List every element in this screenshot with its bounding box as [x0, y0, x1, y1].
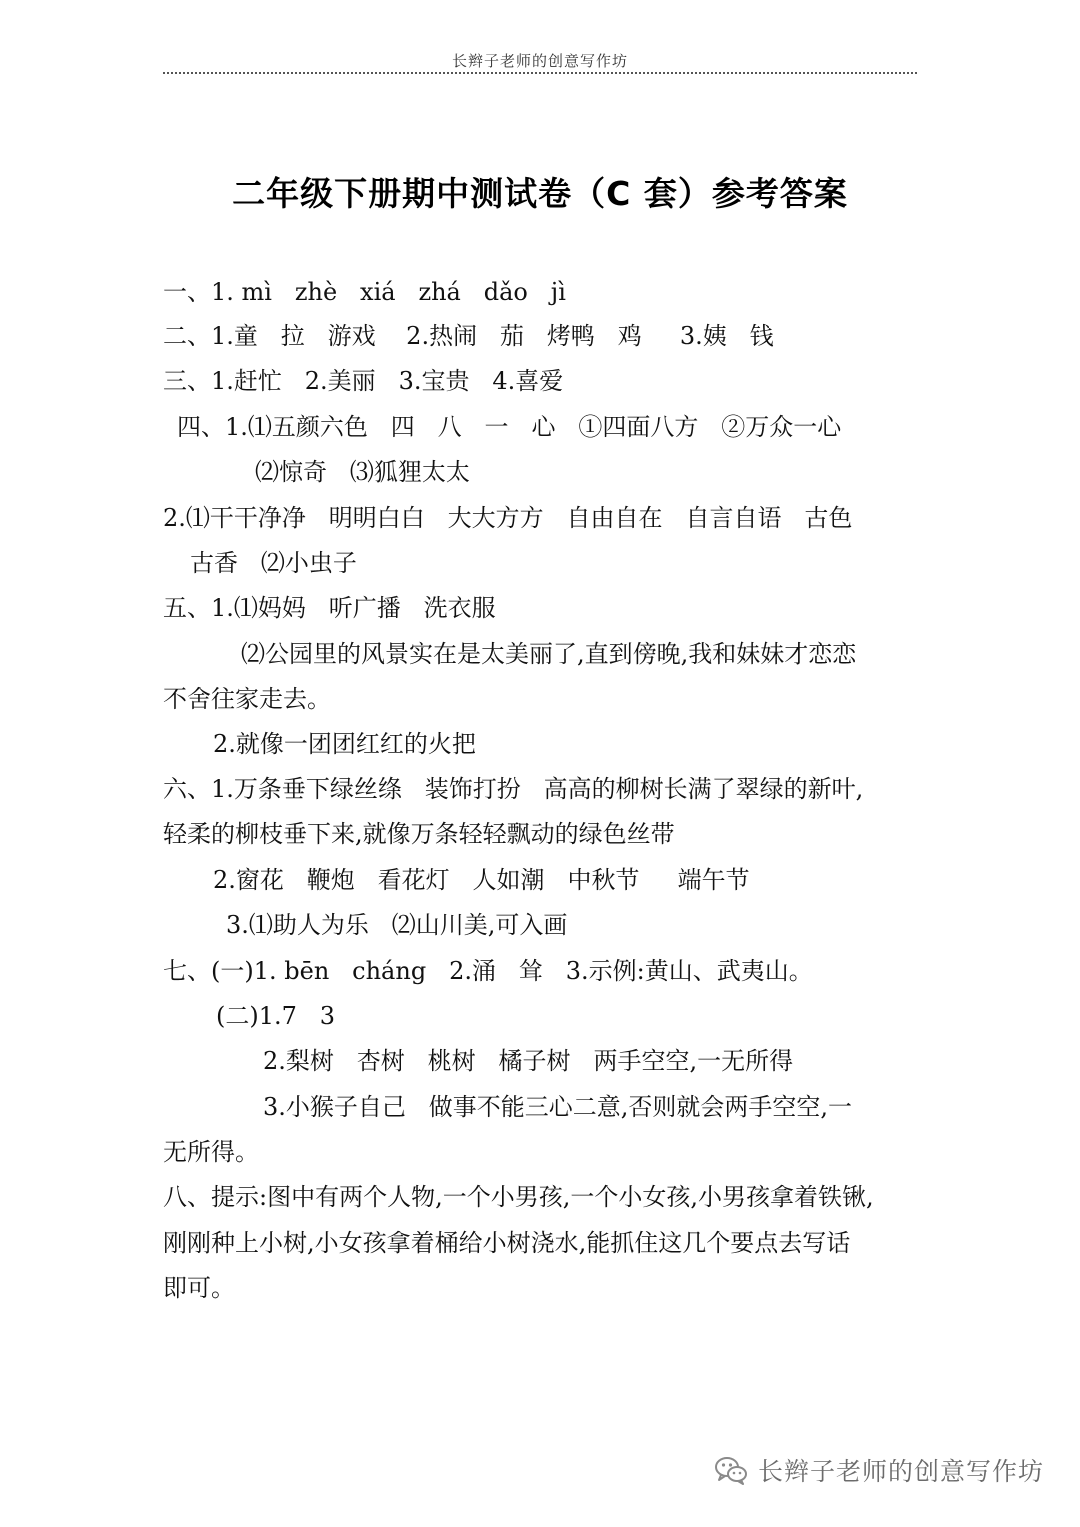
answer-line: 轻柔的柳枝垂下来,就像万条轻轻飘动的绿色丝带	[163, 820, 675, 848]
answer-line: (二)1.7 3	[216, 1002, 336, 1030]
answer-line: 不舍往家走去。	[163, 685, 331, 713]
answer-line: 3.⑴助人为乐 ⑵山川美,可入画	[226, 911, 568, 939]
answer-line: 一、1. mì zhè xiá zhá dǎo jì	[163, 278, 566, 306]
answer-line: 三、1.赶忙 2.美丽 3.宝贵 4.喜爱	[163, 367, 564, 395]
wechat-icon	[714, 1455, 748, 1485]
answer-line: ⑵惊奇 ⑶狐狸太太	[255, 458, 470, 486]
answer-line: 八、提示:图中有两个人物,一个小男孩,一个小女孩,小男孩拿着铁锹,	[163, 1183, 874, 1211]
answer-line: 2.窗花 鞭炮 看花灯 人如潮 中秋节 端午节	[213, 866, 750, 894]
answer-line: 无所得。	[163, 1138, 259, 1166]
answer-line: 2.⑴干干净净 明明白白 大大方方 自由自在 自言自语 古色	[163, 504, 853, 532]
answer-line: 六、1.万条垂下绿丝绦 装饰打扮 高高的柳树长满了翠绿的新叶,	[163, 775, 864, 803]
answer-line: 刚刚种上小树,小女孩拿着桶给小树浇水,能抓住这几个要点去写话	[163, 1229, 851, 1257]
answer-line: 古香 ⑵小虫子	[190, 549, 357, 577]
header-divider	[163, 72, 917, 74]
answer-line: 3.小猴子自己 做事不能三心二意,否则就会两手空空,一	[263, 1093, 853, 1121]
answer-line: 四、1.⑴五颜六色 四 八 一 心 ①四面八方 ②万众一心	[177, 413, 842, 441]
answer-line: 七、(一)1. bēn cháng 2.涌 耸 3.示例:黄山、武夷山。	[163, 957, 813, 985]
answer-line: 2.梨树 杏树 桃树 橘子树 两手空空,一无所得	[263, 1047, 794, 1075]
page-header: 长辫子老师的创意写作坊	[451, 52, 628, 70]
answer-line: 即可。	[163, 1274, 235, 1302]
answer-line: ⑵公园里的风景实在是太美丽了,直到傍晚,我和妹妹才恋恋	[241, 640, 857, 668]
answer-line: 二、1.童 拉 游戏 2.热闹 茄 烤鸭 鸡 3.姨 钱	[163, 322, 774, 350]
answer-line: 五、1.⑴妈妈 听广播 洗衣服	[163, 594, 496, 622]
page-title: 二年级下册期中测试卷（C 套）参考答案	[232, 174, 848, 213]
answer-line: 2.就像一团团红红的火把	[213, 730, 476, 758]
footer-watermark	[714, 1452, 1044, 1488]
footer-text: 长辫子老师的创意写作坊	[757, 1457, 1044, 1486]
